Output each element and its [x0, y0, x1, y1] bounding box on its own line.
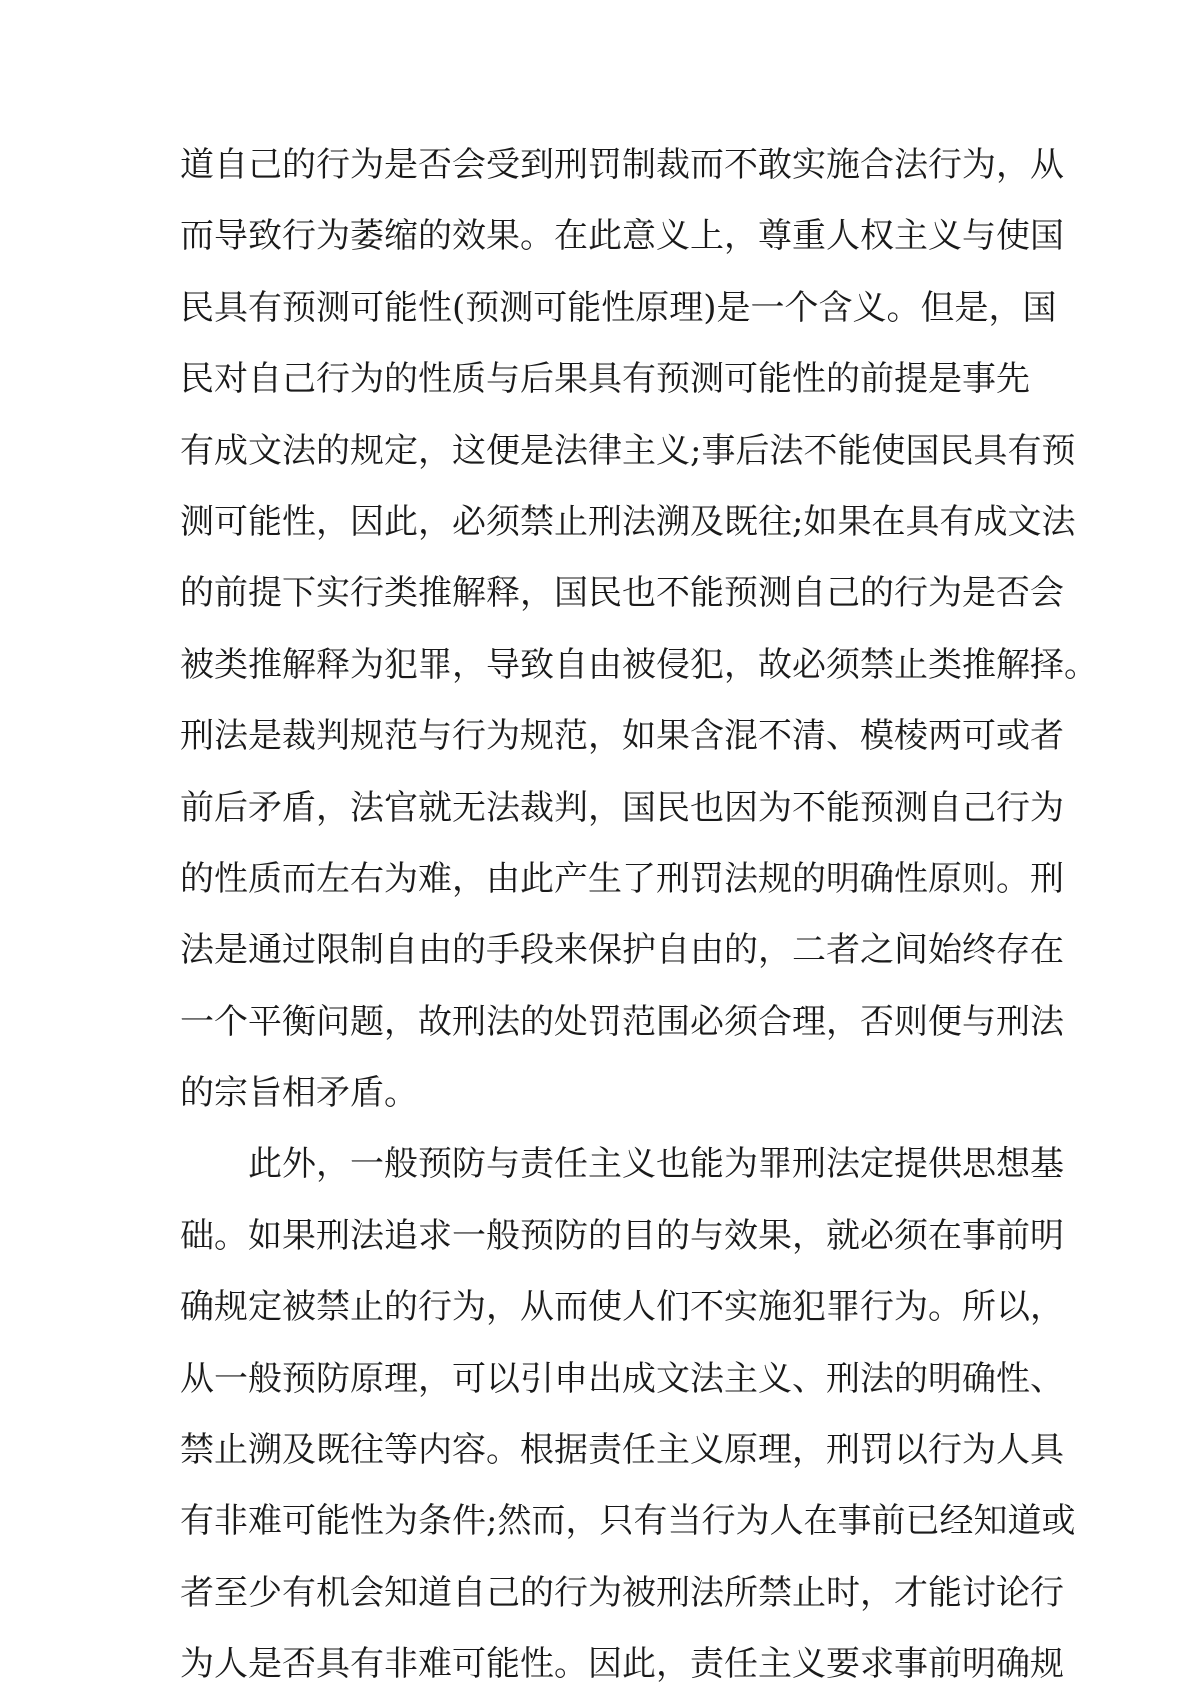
text-line: 民具有预测可能性(预测可能性原理)是一个含义。但是，国 [180, 287, 1057, 328]
text-line: 一个平衡问题，故刑法的处罚范围必须合理，否则便与刑法 [180, 1001, 1064, 1042]
text-line: 的宗旨相矛盾。 [180, 1073, 418, 1114]
paragraph-1 [180, 130, 1098, 1129]
text-line: 民对自己行为的性质与后果具有预测可能性的前提是事先 [180, 359, 1030, 400]
text-line: 有成文法的规定，这便是法律主义;事后法不能使国民具有预 [180, 430, 1076, 471]
paragraph-2 [180, 1129, 1076, 1700]
text-line: 从一般预防原理，可以引申出成文法主义、刑法的明确性、 [180, 1358, 1064, 1399]
text-line: 有非难可能性为条件;然而，只有当行为人在事前已经知道或 [180, 1501, 1076, 1542]
text-line: 前后矛盾，法官就无法裁判，国民也因为不能预测自己行为 [180, 787, 1064, 828]
text-line: 道自己的行为是否会受到刑罚制裁而不敢实施合法行为，从 [180, 145, 1064, 185]
text-line: 为人是否具有非难可能性。因此，责任主义要求事前明确规 [180, 1644, 1064, 1685]
text-line: 此外，一般预防与责任主义也能为罪刑法定提供思想基 [248, 1144, 1064, 1185]
text-line: 础。如果刑法追求一般预防的目的与效果，就必须在事前明 [180, 1215, 1064, 1256]
text-line: 被类推解释为犯罪，导致自由被侵犯，故必须禁止类推解择。 [180, 644, 1098, 685]
text-line: 测可能性，因此，必须禁止刑法溯及既往;如果在具有成文法 [180, 501, 1076, 542]
text-line: 而导致行为萎缩的效果。在此意义上，尊重人权主义与使国 [180, 216, 1064, 257]
text-line: 法是通过限制自由的手段来保护自由的，二者之间始终存在 [180, 930, 1064, 971]
text-line: 确规定被禁止的行为，从而使人们不实施犯罪行为。所以， [180, 1287, 1064, 1328]
text-line: 禁止溯及既往等内容。根据责任主义原理，刑罚以行为人具 [180, 1430, 1064, 1471]
text-line: 者至少有机会知道自己的行为被刑法所禁止时，才能讨论行 [180, 1572, 1064, 1613]
text-line: 的前提下实行类推解释，国民也不能预测自己的行为是否会 [180, 573, 1064, 614]
body-text [180, 130, 1098, 1701]
text-line: 刑法是裁判规范与行为规范，如果含混不清、模棱两可或者 [180, 716, 1064, 757]
text-line: 的性质而左右为难，由此产生了刑罚法规的明确性原则。刑 [180, 858, 1064, 899]
